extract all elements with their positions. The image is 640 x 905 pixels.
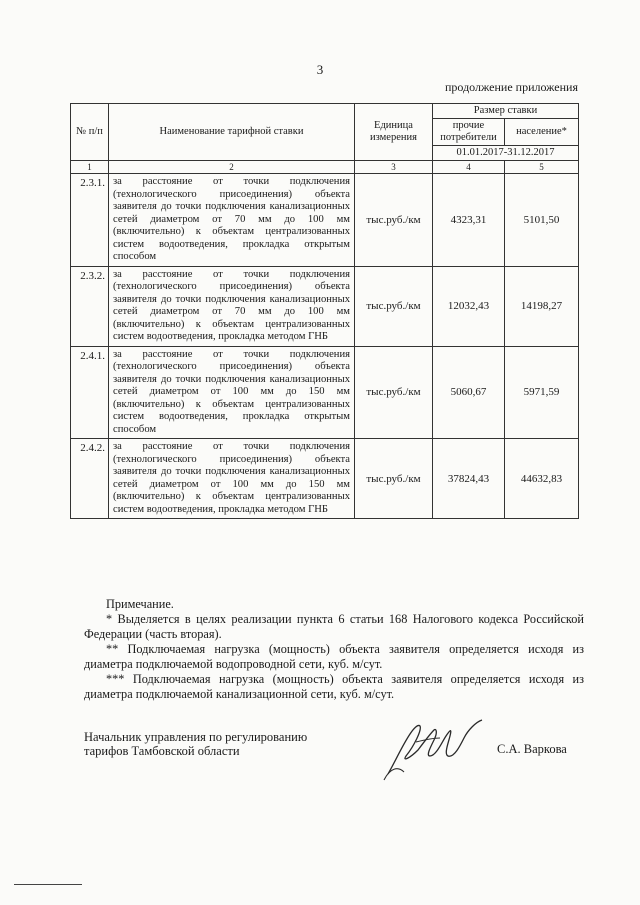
notes-title: Примечание. [106,597,174,611]
row-unit: тыс.руб./км [355,174,433,267]
row-other-value: 37824,43 [433,439,505,519]
col-index: 5 [505,161,579,174]
tariff-table [70,103,579,519]
row-description: за расстояние от точки подключения (технологического присоединения) объекта заявителя до точки подключения канализационных сетей диаметром от 100 мм до 150 мм (включительно) к объектам централизованных систем водоотведения, прокладка методом ГНБ [109,439,355,519]
row-description: за расстояние от точки подключения (технологического присоединения) объекта заявителя до точки подключения канализационных сетей диаметром от 70 мм до 100 мм (включительно) к объектам централизованных систем водоотведения, прокладка методом ГНБ [109,266,355,346]
header-unit: Единица измерения [355,104,433,161]
signature-scribble-icon [380,712,490,784]
row-population-value: 5971,59 [505,346,579,439]
row-number: 2.3.1. [71,174,109,267]
header-rate: Размер ставки [433,104,579,119]
row-other-value: 4323,31 [433,174,505,267]
col-index: 2 [109,161,355,174]
note-item: *** Подключаемая нагрузка (мощность) объекта заявителя определяется исходя из диаметра подключаемой канализационной сети, куб. м/сут. [84,672,584,701]
col-index: 4 [433,161,505,174]
row-population-value: 44632,83 [505,439,579,519]
header-other: прочие потребители [433,119,505,146]
footer-divider [14,884,82,885]
table-row [71,439,579,519]
header-num: № п/п [71,104,109,161]
signatory-position-line: тарифов Тамбовской области [84,744,240,758]
handwritten-signature [380,712,490,789]
row-population-value: 5101,50 [505,174,579,267]
header-period: 01.01.2017-31.12.2017 [433,146,579,161]
row-other-value: 12032,43 [433,266,505,346]
row-description: за расстояние от точки подключения (технологического присоединения) объекта заявителя до точки подключения канализационных сетей диаметром от 100 мм до 150 мм (включительно) к объектам централизованных систем водоотведения, прокладка открытым способом [109,346,355,439]
table-row [71,346,579,439]
row-number: 2.4.1. [71,346,109,439]
row-description: за расстояние от точки подключения (технологического присоединения) объекта заявителя до точки подключения канализационных сетей диаметром от 70 мм до 100 мм (включительно) к объектам централизованных систем водоотведения, прокладка открытым способом [109,174,355,267]
col-index: 3 [355,161,433,174]
header-name: Наименование тарифной ставки [109,104,355,161]
column-index-row [71,161,579,174]
page-number: 3 [316,62,324,77]
row-number: 2.4.2. [71,439,109,519]
header-population: население* [505,119,579,146]
signatory-position-line: Начальник управления по регулированию [84,730,308,744]
note-item: * Выделяется в целях реализации пункта 6 статьи 168 Налогового кодекса Российской Федерации (часть вторая). [84,612,584,641]
row-other-value: 5060,67 [433,346,505,439]
signatory-name: С.А. Варкова [497,742,567,756]
row-unit: тыс.руб./км [355,346,433,439]
table-row [71,266,579,346]
table-row [71,174,579,267]
signatory-position [84,730,307,758]
notes-section [84,597,584,702]
row-unit: тыс.руб./км [355,439,433,519]
row-population-value: 14198,27 [505,266,579,346]
continuation-label: продолжение приложения [445,80,578,94]
col-index: 1 [71,161,109,174]
row-number: 2.3.2. [71,266,109,346]
note-item: ** Подключаемая нагрузка (мощность) объекта заявителя определяется исходя из диаметра подключаемой водопроводной сети, куб. м/сут. [84,642,584,671]
row-unit: тыс.руб./км [355,266,433,346]
